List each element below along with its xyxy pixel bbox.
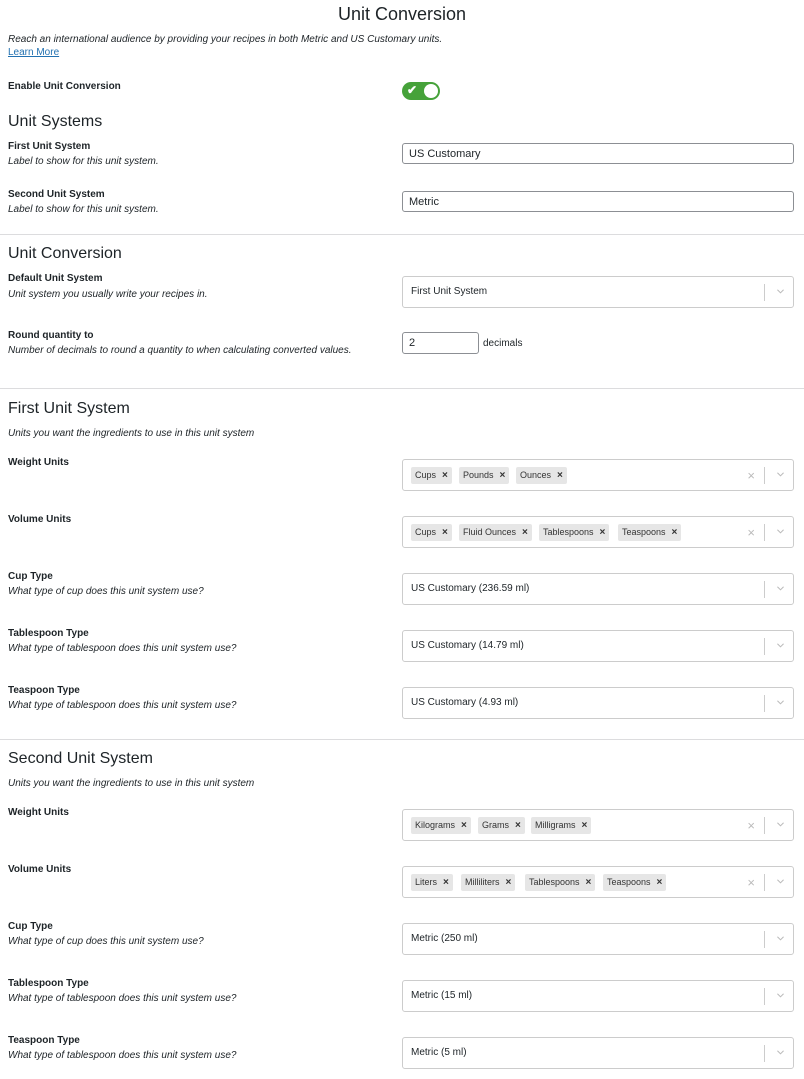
second-tablespoon-type-desc: What type of tablespoon does this unit system use? [8,993,237,1004]
second-unit-system-label: Second Unit System [8,189,105,200]
clear-icon[interactable]: × [747,468,755,483]
check-icon: ✔ [407,83,418,97]
round-quantity-input[interactable] [402,332,479,354]
decimals-suffix: decimals [483,338,523,349]
first-unit-system-section-desc: Units you want the ingredients to use in this unit system [8,428,255,439]
learn-more-link[interactable]: Learn More [8,47,60,58]
select-value: Metric (5 ml) [411,1047,467,1058]
first-weight-units-label: Weight Units [8,457,69,468]
enable-label: Enable Unit Conversion [8,81,121,92]
second-teaspoon-type-desc: What type of tablespoon does this unit system use? [8,1050,237,1061]
unit-chip: Tablespoons × [525,874,595,891]
intro-text: Reach an international audience by providing your recipes in both Metric and US Customary units. [8,34,443,45]
round-quantity-desc: Number of decimals to round a quantity to when calculating converted values. [8,345,352,356]
select-value: US Customary (14.79 ml) [411,640,524,651]
second-tablespoon-type-label: Tablespoon Type [8,978,89,989]
remove-icon[interactable]: × [505,877,512,888]
unit-chip: Fluid Ounces × [459,524,532,541]
unit-chip: Milliliters × [461,874,515,891]
remove-icon[interactable]: × [599,527,606,538]
second-teaspoon-type-label: Teaspoon Type [8,1035,80,1046]
first-unit-system-desc: Label to show for this unit system. [8,156,159,167]
remove-icon[interactable]: × [522,527,528,538]
remove-icon[interactable]: × [461,820,467,831]
select-value: US Customary (4.93 ml) [411,697,519,708]
clear-icon[interactable]: × [747,875,755,890]
first-teaspoon-type-select[interactable] [402,687,794,719]
chevron-down-icon [777,821,784,828]
remove-icon[interactable]: × [656,877,663,888]
page-title: Unit Conversion [337,4,467,24]
select-value: US Customary (236.59 ml) [411,583,530,594]
second-weight-units-label: Weight Units [8,807,69,818]
unit-chip: Tablespoons × [539,524,609,541]
remove-icon[interactable]: × [585,877,592,888]
chevron-down-icon [777,699,784,706]
second-unit-system-section-desc: Units you want the ingredients to use in this unit system [8,778,255,789]
first-weight-units-multiselect[interactable] [402,459,794,491]
unit-chip: Cups × [411,524,452,541]
chevron-down-icon [777,935,784,942]
first-cup-type-desc: What type of cup does this unit system use? [8,586,204,597]
default-unit-system-desc: Unit system you usually write your recipes in. [8,289,208,300]
unit-conversion-heading: Unit Conversion [8,245,122,262]
unit-chip: Grams × [478,817,525,834]
chevron-down-icon [777,585,784,592]
enable-toggle[interactable] [402,82,440,100]
chevron-down-icon [777,992,784,999]
remove-icon[interactable]: × [442,470,448,481]
first-teaspoon-type-desc: What type of tablespoon does this unit system use? [8,700,237,711]
first-tablespoon-type-desc: What type of tablespoon does this unit system use? [8,643,237,654]
remove-icon[interactable]: × [443,877,449,888]
unit-chip: Teaspoons × [603,874,666,891]
clear-icon[interactable]: × [747,525,755,540]
first-unit-system-heading: First Unit System [8,400,130,417]
second-teaspoon-type-select[interactable] [402,1037,794,1069]
divider [0,388,804,389]
second-cup-type-select[interactable] [402,923,794,955]
remove-icon[interactable]: × [581,820,588,831]
chevron-down-icon [777,288,784,295]
first-teaspoon-type-label: Teaspoon Type [8,685,80,696]
first-cup-type-select[interactable] [402,573,794,605]
first-volume-units-multiselect[interactable] [402,516,794,548]
first-volume-units-label: Volume Units [8,514,72,525]
first-unit-system-input[interactable] [402,143,794,164]
first-tablespoon-type-select[interactable] [402,630,794,662]
toggle-knob [424,84,438,98]
second-cup-type-desc: What type of cup does this unit system use? [8,936,204,947]
unit-chip: Pounds × [459,467,509,484]
unit-chip: Ounces × [516,467,567,484]
second-volume-units-label: Volume Units [8,864,72,875]
clear-icon[interactable]: × [747,818,755,833]
remove-icon[interactable]: × [442,527,448,538]
second-unit-system-desc: Label to show for this unit system. [8,204,159,215]
remove-icon[interactable]: × [671,527,678,538]
default-unit-system-select[interactable] [402,276,794,308]
second-unit-system-heading: Second Unit System [8,750,153,767]
select-value: Metric (250 ml) [411,933,478,944]
first-tablespoon-type-label: Tablespoon Type [8,628,89,639]
round-quantity-label: Round quantity to [8,330,94,341]
chevron-down-icon [777,471,784,478]
select-value: First Unit System [411,286,488,297]
divider [0,234,804,235]
chevron-down-icon [777,1049,784,1056]
chevron-down-icon [777,878,784,885]
second-tablespoon-type-select[interactable] [402,980,794,1012]
second-cup-type-label: Cup Type [8,921,53,932]
remove-icon[interactable]: × [499,470,506,481]
unit-chip: Kilograms × [411,817,471,834]
remove-icon[interactable]: × [515,820,521,831]
unit-chip: Liters × [411,874,453,891]
unit-chip: Cups × [411,467,452,484]
second-weight-units-multiselect[interactable] [402,809,794,841]
second-unit-system-input[interactable] [402,191,794,212]
first-cup-type-label: Cup Type [8,571,53,582]
default-unit-system-label: Default Unit System [8,273,103,284]
second-volume-units-multiselect[interactable] [402,866,794,898]
unit-chip: Teaspoons × [618,524,681,541]
divider [0,739,804,740]
remove-icon[interactable]: × [557,470,563,481]
unit-chip: Milligrams × [531,817,591,834]
chevron-down-icon [777,528,784,535]
first-unit-system-label: First Unit System [8,141,91,152]
chevron-down-icon [777,642,784,649]
unit-systems-heading: Unit Systems [8,113,103,130]
select-value: Metric (15 ml) [411,990,473,1001]
